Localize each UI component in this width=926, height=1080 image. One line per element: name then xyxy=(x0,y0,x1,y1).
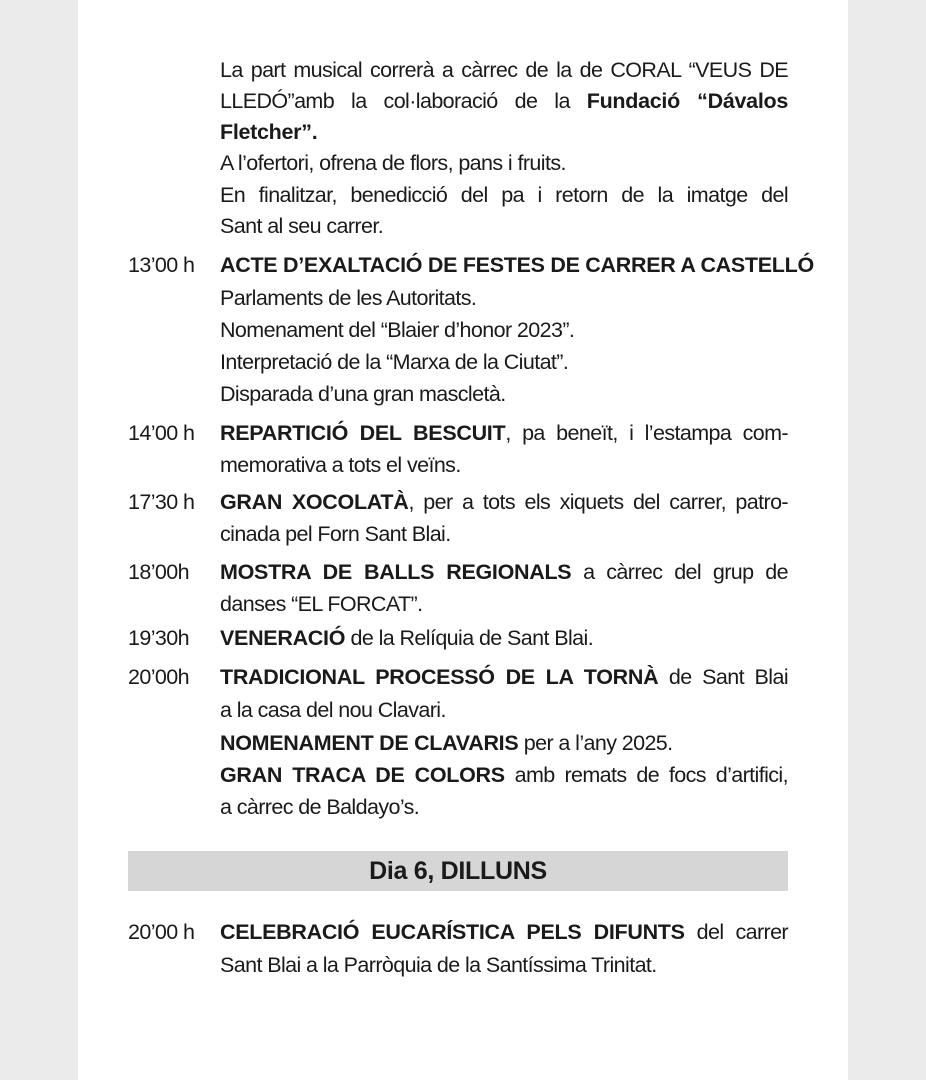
event-detail: Sant Blai a la Parròquia de la Santíssima Trinitat. xyxy=(220,953,657,977)
event-detail: Parlaments de les Autoritats. xyxy=(220,286,477,310)
event-text: VENERACIÓ de la Relíquia de Sant Blai. xyxy=(220,626,594,650)
program-entry-2000-day6 xyxy=(128,917,788,947)
offertory-text: A l’ofertori, ofrena de flors, pans i fruits. xyxy=(220,151,566,175)
event-detail: danses “EL FORCAT”. xyxy=(220,592,423,616)
program-line xyxy=(128,589,788,619)
event-text: TRADICIONAL PROCESSÓ DE LA TORNÀ de Sant Blai xyxy=(220,665,789,689)
event-time: 17’30 h xyxy=(128,490,195,514)
program-entry-2000 xyxy=(128,662,788,692)
event-time: 20’00 h xyxy=(128,920,195,944)
program-line xyxy=(128,728,788,758)
event-text: GRAN TRACA DE COLORS amb remats de focs d’artifici, xyxy=(220,763,788,787)
program-entry-1930 xyxy=(128,623,788,653)
blessing-text: En finalitzar, benedicció del pa i retorn de la imatge del xyxy=(220,183,788,207)
event-title: GRAN XOCOLATÀ xyxy=(220,490,409,514)
program-line xyxy=(128,148,788,178)
program-line xyxy=(128,55,788,85)
event-text: MOSTRA DE BALLS REGIONALS a càrrec del grup de xyxy=(220,560,788,584)
program-line xyxy=(128,315,788,345)
event-title: MOSTRA DE BALLS REGIONALS xyxy=(220,560,572,584)
event-time: 13’00 h xyxy=(128,253,195,277)
program-line xyxy=(128,117,788,147)
event-detail: memorativa a tots el veïns. xyxy=(220,453,461,477)
event-title: TRADICIONAL PROCESSÓ DE LA TORNÀ xyxy=(220,665,659,689)
day-header-bar xyxy=(128,851,788,891)
event-detail: Disparada d’una gran mascletà. xyxy=(220,382,506,406)
program-line xyxy=(128,519,788,549)
program-line xyxy=(128,180,788,210)
day-title: Dia 6, DILLUNS xyxy=(369,857,547,885)
event-text: NOMENAMENT DE CLAVARIS per a l’any 2025. xyxy=(220,731,673,755)
foundation-name: Fundació “Dávalos xyxy=(586,89,788,113)
event-title: REPARTICIÓ DEL BESCUIT xyxy=(220,421,506,445)
event-text: CELEBRACIÓ EUCARÍSTICA PELS DIFUNTS del carrer xyxy=(220,920,788,944)
program-entry-1730 xyxy=(128,487,788,517)
event-text: GRAN XOCOLATÀ, per a tots els xiquets del carrer, patro- xyxy=(220,490,788,514)
event-detail: Nomenament del “Blaier d’honor 2023”. xyxy=(220,318,575,342)
program-line xyxy=(128,760,788,790)
program-entry-1300 xyxy=(128,250,814,280)
event-detail: Interpretació de la “Marxa de la Ciutat”. xyxy=(220,350,569,374)
program-line xyxy=(128,450,788,480)
program-line xyxy=(128,695,788,725)
event-detail: a càrrec de Baldayo’s. xyxy=(220,795,420,819)
program-line xyxy=(128,950,788,980)
choir-text-cont: LLEDÓ”amb la col·laboració de la Fundació “Dávalos xyxy=(220,89,788,113)
event-title: ACTE D’EXALTACIÓ DE FESTES DE CARRER A CASTELLÓ xyxy=(220,253,814,277)
program-entry-1400 xyxy=(128,418,788,448)
blessing-text-cont: Sant al seu carrer. xyxy=(220,214,384,238)
program-line xyxy=(128,86,788,116)
event-detail: cinada pel Forn Sant Blai. xyxy=(220,522,451,546)
event-time: 20’00h xyxy=(128,665,189,689)
program-entry-1800 xyxy=(128,557,788,587)
choir-text: La part musical correrà a càrrec de la de CORAL “VEUS DE xyxy=(220,58,788,82)
event-title: VENERACIÓ xyxy=(220,626,346,650)
program-line xyxy=(128,347,788,377)
event-time: 18’00h xyxy=(128,560,189,584)
program-line xyxy=(128,379,788,409)
event-title: CELEBRACIÓ EUCARÍSTICA PELS DIFUNTS xyxy=(220,920,685,944)
event-title: GRAN TRACA DE COLORS xyxy=(220,763,505,787)
event-time: 14’00 h xyxy=(128,421,195,445)
program-line xyxy=(128,283,788,313)
event-title: NOMENAMENT DE CLAVARIS xyxy=(220,731,519,755)
foundation-name-cont: Fletcher”. xyxy=(220,120,318,144)
program-line xyxy=(128,792,788,822)
event-text: REPARTICIÓ DEL BESCUIT, pa beneït, i l’estampa com- xyxy=(220,421,788,445)
event-detail: a la casa del nou Clavari. xyxy=(220,698,446,722)
program-line xyxy=(128,211,788,241)
event-time: 19’30h xyxy=(128,626,189,650)
